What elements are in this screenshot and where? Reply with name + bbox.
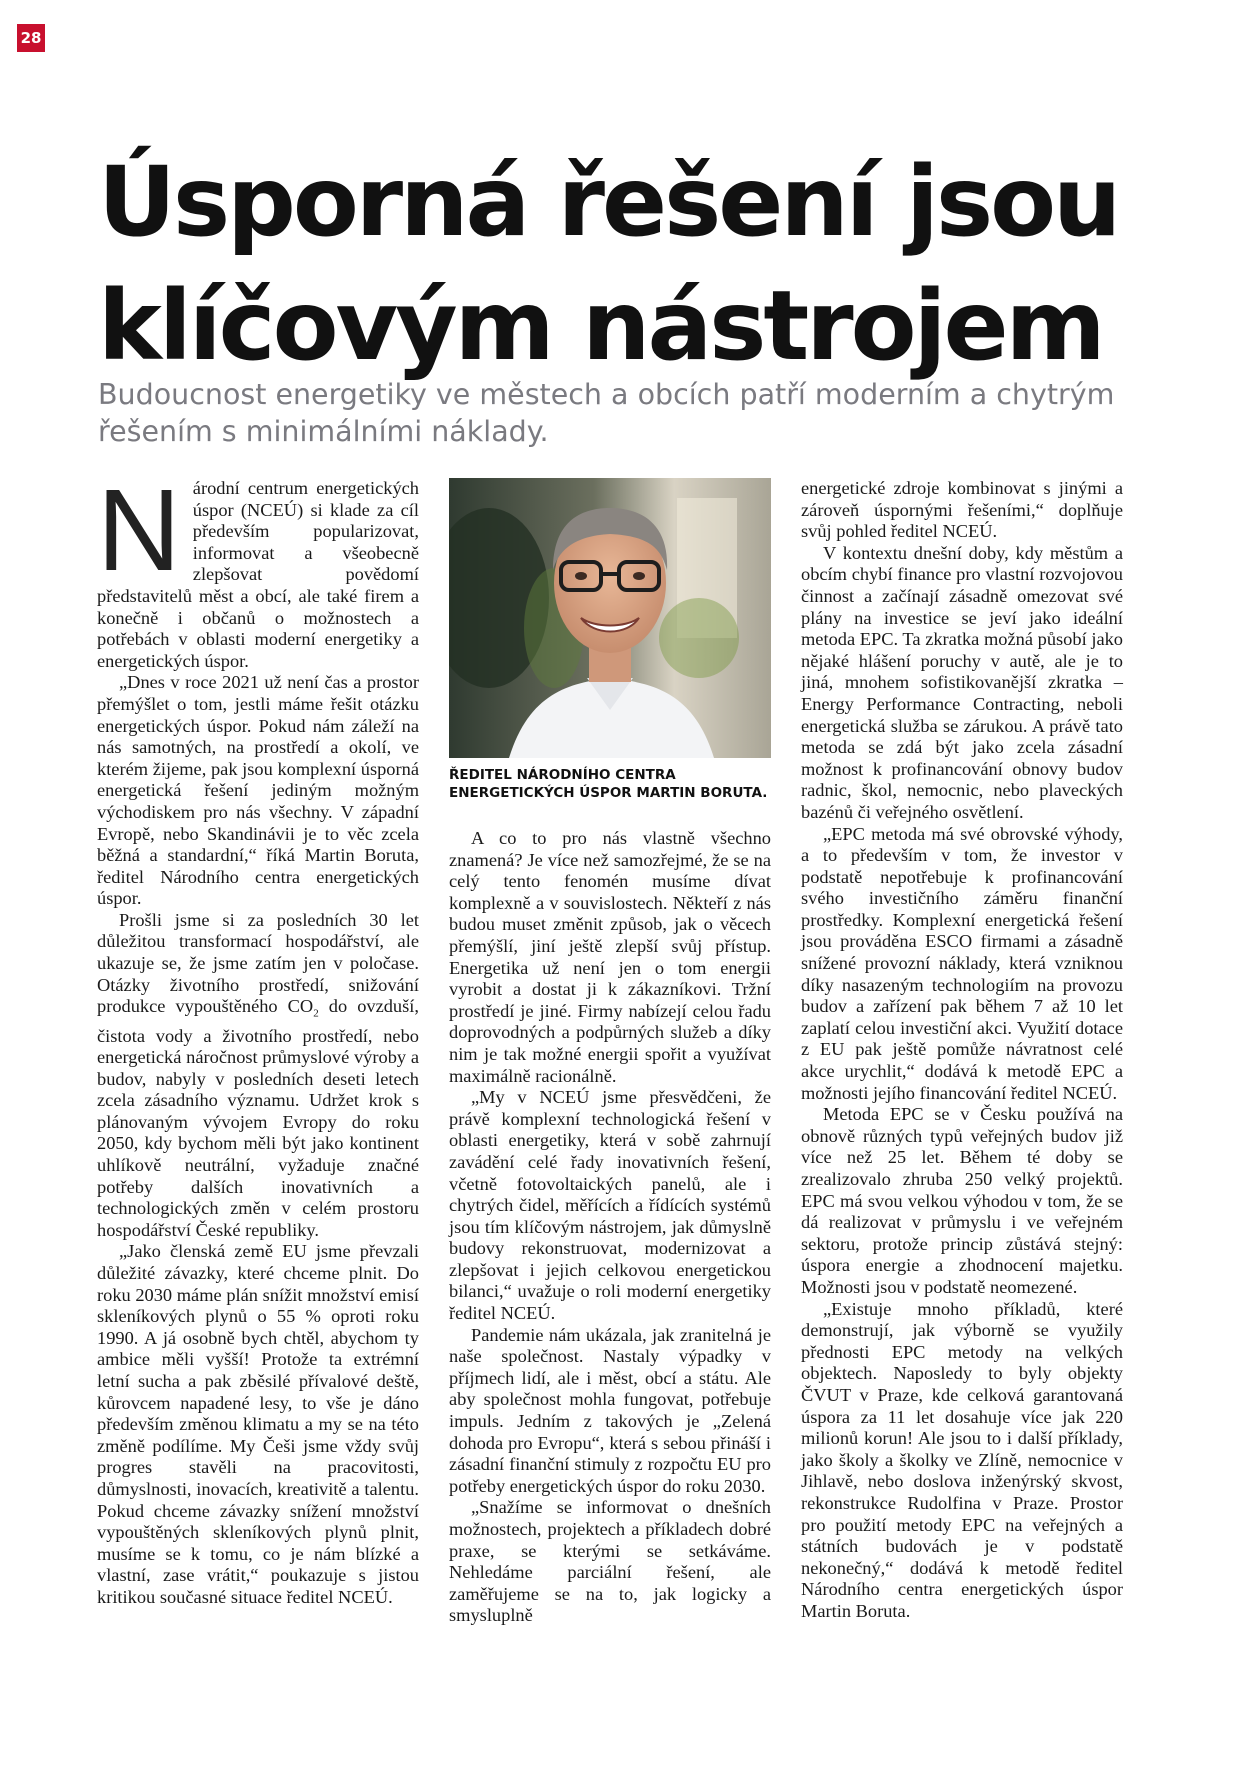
paragraph: A co to pro nás vlastně všechno znamená? Je více než samozřejmé, že se na celý tento fenomén musíme dívat komplexně a v souvislostech. Někteří z nás budou muset změnit způsob, jak o věcech přemýšlí, jiní ještě zlepší svůj přístup. Energetika už není jen o tom energii vyrobit a dostat ji k zákazníkovi. Tržní prostředí je jiné. Firmy nabízejí celou řadu doprovodných a podpůrných služeb a díky nim je tak možné energii spořit a využívat maximálně racionálně. (449, 828, 771, 1086)
paragraph: Pandemie nám ukázala, jak zranitelná je naše společnost. Nastaly výpadky v příjmech lidí, ale i měst, obcí a státu. Ale aby společnost mohla fungovat, potřebuje impuls. Jedním z takových je „Zelená dohoda pro Evropu“, která s sebou přináší i zásadní finanční stimuly z rozpočtu EU pro potřeby energetických úspor do roku 2030. (449, 1324, 771, 1496)
portrait-illustration (449, 478, 771, 758)
paragraph: V kontextu dnešní doby, kdy městům a obcím chybí finance pro vlastní rozvojovou činnost a začínají zásadně omezovat své plány na investice se jeví jako ideální metoda EPC. Ta zkratka možná působí jako nějaké hlášení poruchy v autě, ale je to jiná, mnohem sofistikovanější zkratka – Energy Performance Contracting, neboli energetická služba se zárukou. A právě tato metoda se zdá být jako zcela zásadní možnost k profinancování obnovy budov radnic, škol, nemocnic, nebo plaveckých bazénů či veřejného osvětlení. (801, 542, 1123, 822)
article-column-1 (97, 465, 419, 1609)
paragraph: „Snažíme se informovat o dnešních možnostech, projektech a příkladech dobré praxe, se kterými se setkáváme. Nehledáme parciální řešení, ale zaměřujeme se na to, jak logicky a smysluplně (449, 1497, 771, 1626)
headline: Úsporná řešení jsou klíčovým nástrojem (98, 146, 1119, 382)
photo-caption: ŘEDITEL NÁRODNÍHO CENTRA ENERGETICKÝCH ÚSPOR MARTIN BORUTA. (449, 767, 768, 801)
paragraph-text: Prošli jsme si za posledních 30 let důležitou transformací hospodářství, ale ukazuje se, že jsme zatím jen v poločase. Otázky životního prostředí, snižování produkce vypouštěného CO (97, 909, 419, 1017)
paragraph: energetické zdroje kombinovat s jinými a zároveň úspornými řešeními,“ doplňuje svůj pohled ředitel NCEÚ. (801, 478, 1123, 542)
paragraph-text: árodní centrum energetických úspor (NCEÚ) si klade za cíl především popularizovat, informovat a všeobecně zlepšovat povědomí představitelů měst a obcí, ale také firem a konečně i občanů o možnostech a potřebách v oblasti moderní energetiky a energetických úspor. (97, 478, 419, 671)
subscript: 2 (313, 1007, 319, 1020)
paragraph (97, 465, 419, 672)
paragraph: „Dnes v roce 2021 už není čas a prostor přemýšlet o tom, jestli máme řešit otázku energetických úspor. Pokud nám záleží na nás samotných, na prostředí a okolí, ve kterém žijeme, pak jsou komplexní úsporná energetická řešení jediným možným východiskem pro nás všechny. V západní Evropě, nebo Skandinávii je to věc zcela běžná a standardní,“ říká Martin Boruta, ředitel Národního centra energetických úspor. (97, 672, 419, 909)
portrait-photo (449, 478, 771, 758)
paragraph: „EPC metoda má své obrovské výhody, a to především v tom, že investor v podstatě nepotřebuje k profinancování svého investičního záměru finanční prostředky. Komplexní energetická řešení jsou prováděna ESCO firmami a zásadně snížené provozní náklady, která vzniknou díky nasazeným technologiím na provozu budov a zařízení pak během 7 až 10 let zaplatí celou investiční akci. Využití dotace z EU pak ještě pomůže návratnost celé akce urychlit,“ dodává k metodě EPC a možnosti jejího financování ředitel NCEÚ. (801, 823, 1123, 1103)
paragraph-text: do ovzduší, čistota vody a životního prostředí, nebo energetická náročnost průmyslové výroby a budov, nabyly v posledních deseti letech zcela zásadního významu. Udržet krok s plánovaným vývojem Evropy do roku 2050, kdy bychom měli být jako kontinent uhlíkově neutrální, vyžaduje značné potřeby dalších inovativních a technologických změn v celém prostoru hospodářství České republiky. (97, 996, 419, 1240)
dropcap: N (97, 465, 181, 595)
subtitle: Budoucnost energetiky ve městech a obcích patří moderním a chytrým řešením s minimálními náklady. (98, 378, 1115, 448)
article-column-2 (449, 828, 771, 1627)
paragraph (97, 910, 419, 1242)
paragraph: „My v NCEÚ jsme přesvědčeni, že právě komplexní technologická řešení v oblasti energetiky, která v sobě zahrnují zavádění celé řady inovativních řešení, včetně fotovoltaických panelů, ale i chytrých čidel, měřících a řídících systémů jsou tím klíčovým nástrojem, jak důmyslně budovy rekonstruovat, modernizovat a zlepšovat i jejich celkovou energetickou bilanci,“ uvažuje o roli moderní energetiky ředitel NCEÚ. (449, 1087, 771, 1324)
article-column-3 (801, 478, 1123, 1622)
paragraph: „Existuje mnoho příkladů, které demonstrují, jak výborně se využily přednosti EPC metody na velkých objektech. Naposledy to byly objekty ČVUT v Praze, kde celková garantovaná úspora za 11 let dosahuje více jak 220 milionů korun! Ale jsou to i další příklady, jako školy a školky ve Zlíně, nemocnice v Jihlavě, nebo doslova inženýrský skvost, rekonstrukce Rudolfina v Praze. Prostor pro použití metody EPC na veřejných a státních budovách je v podstatě nekonečný,“ dodává k metodě ředitel Národního centra energetických úspor Martin Boruta. (801, 1298, 1123, 1621)
page-number: 28 (17, 24, 45, 52)
paragraph: Metoda EPC se v Česku používá na obnově různých typů veřejných budov již více než 25 let. Během té doby se zrealizovalo zhruba 250 velký projektů. EPC má svou velkou výhodou v tom, že se dá realizovat v průmyslu i ve veřejném sektoru, protože princip zůstává stejný: úspora energie a zhodnocení majetku. Možnosti jsou v podstatě neomezené. (801, 1104, 1123, 1297)
paragraph: „Jako členská země EU jsme převzali důležité závazky, které chceme plnit. Do roku 2030 máme plán snížit množství emisí skleníkových plynů o 55 % oproti roku 1990. A já osobně bych chtěl, abychom ty ambice měli vyšší! Protože ta extrémní letní sucha a pak zběsilé přívalové deště, kůrovcem napadené lesy, to vše je dáno především změnou klimatu a my se na této změně podílíme. My Češi jsme vždy svůj progres stavěli na pracovitosti, důmyslnosti, inovacích, kreativitě a talentu. Pokud chceme závazky snížení množství vypouštěných skleníkových plynů plnit, musíme se k tomu, co je nám blízké a vlastní, zase vrátit,“ poukazuje s jistou kritikou současné situace ředitel NCEÚ. (97, 1241, 419, 1607)
